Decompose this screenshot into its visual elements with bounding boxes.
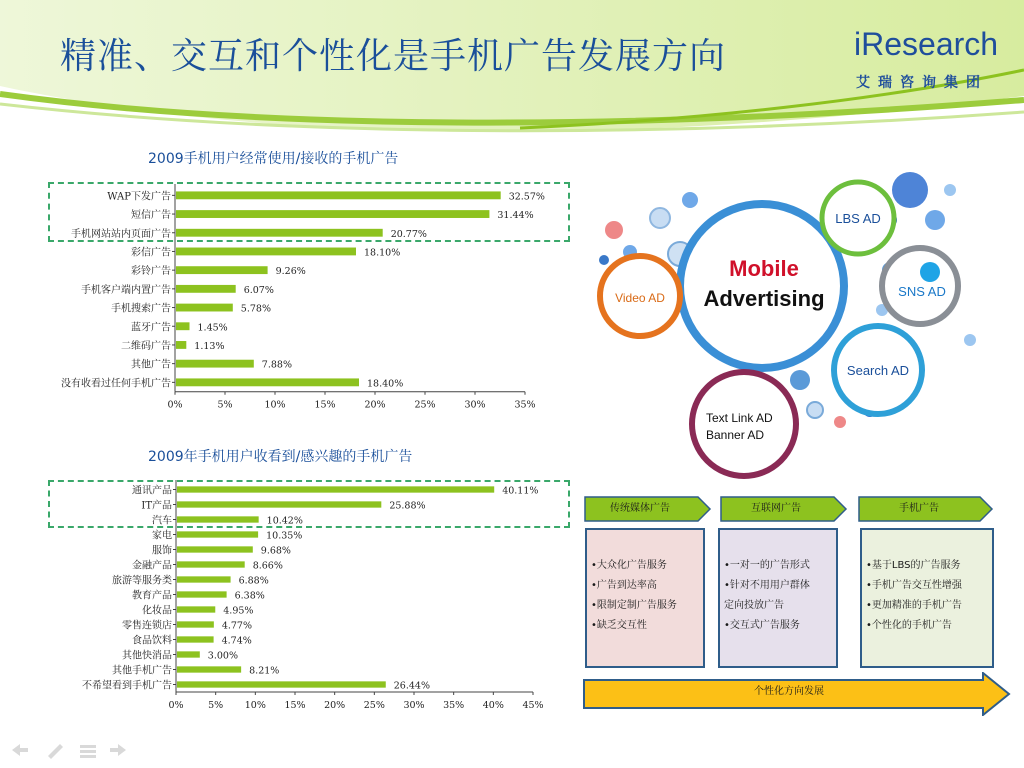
category-label: 彩铃广告 [131, 266, 171, 278]
data-label: 1.45% [197, 322, 228, 334]
x-tick-label: 0% [167, 399, 183, 411]
data-label: 7.88% [261, 359, 292, 371]
list-item: •个性化的手机广告 [866, 620, 952, 631]
data-label: 5.78% [240, 303, 271, 315]
list-item: •大众化广告服务 [591, 560, 667, 571]
category-label: IT产品 [141, 500, 172, 512]
header-internet-ads-label: 互联网广告 [751, 503, 801, 514]
prev-slide-icon[interactable] [12, 744, 28, 756]
x-tick-label: 45% [522, 700, 544, 711]
data-label: 18.40% [367, 378, 404, 390]
data-label: 4.74% [221, 635, 252, 647]
category-label: 化妆品 [142, 605, 172, 617]
node-sns-label: SNS AD [898, 284, 946, 299]
logo-brand: iResearch [854, 26, 999, 62]
header-traditional-media [584, 496, 712, 522]
data-label: 18.10% [364, 247, 401, 259]
category-label: 家电 [152, 530, 172, 542]
header-internet-ads [720, 496, 848, 522]
header-mobile-ads-label: 手机广告 [899, 503, 939, 514]
category-label: 手机搜索广告 [111, 303, 171, 315]
x-tick-label: 5% [217, 399, 233, 411]
bar [176, 210, 489, 218]
bar [177, 591, 227, 597]
category-label: 其他广告 [131, 359, 171, 371]
node-lbs-label: LBS AD [835, 211, 881, 226]
category-label: 通讯产品 [132, 485, 172, 497]
bar [176, 285, 236, 293]
bar [177, 621, 214, 627]
slide-navigation [8, 740, 128, 760]
category-label: 蓝牙广告 [131, 322, 171, 334]
x-tick-label: 40% [482, 700, 504, 711]
logo-subtitle: 艾瑞咨询集团 [856, 75, 988, 91]
category-label: 其他手机广告 [112, 665, 172, 677]
category-label: 彩信广告 [131, 247, 171, 259]
bar [177, 681, 386, 687]
iresearch-logo [848, 22, 1008, 102]
bar [177, 606, 215, 612]
x-tick-label: 15% [284, 700, 306, 711]
list-item: •一对一的广告形式 [724, 560, 810, 571]
category-label: 金融产品 [132, 560, 172, 572]
category-label: 其他快消品 [122, 650, 172, 662]
data-label: 6.88% [238, 575, 269, 587]
data-label: 6.38% [234, 590, 265, 602]
bar [176, 229, 383, 237]
data-label: 20.77% [390, 228, 427, 240]
category-label: 二维码广告 [121, 340, 171, 352]
data-label: 6.07% [243, 284, 274, 296]
bar [176, 360, 254, 368]
bar [177, 546, 253, 552]
page-title: 精准、交互和个性化是手机广告发展方向 [60, 36, 727, 77]
bar [176, 341, 186, 349]
category-label: 不希望看到手机广告 [82, 680, 172, 692]
bar [176, 266, 268, 274]
header-traditional-media-label: 传统媒体广告 [610, 503, 670, 514]
center-label-line2: Advertising [703, 286, 825, 311]
data-label: 8.21% [249, 665, 280, 677]
data-label: 40.11% [502, 485, 539, 497]
bar [177, 666, 241, 672]
x-tick-label: 30% [464, 399, 486, 411]
x-tick-label: 30% [403, 700, 425, 711]
data-label: 9.26% [275, 266, 306, 278]
list-item: •针对不用用户群体 [724, 580, 810, 591]
data-label: 8.66% [252, 560, 283, 572]
node-search-label: Search AD [846, 363, 910, 378]
node-banner-label: Banner AD [706, 428, 765, 442]
category-label: 服饰 [152, 545, 172, 557]
category-label: 手机客户端内置广告 [81, 284, 171, 296]
list-item: •交互式广告服务 [724, 620, 800, 631]
header-mobile-ads [858, 496, 994, 522]
x-tick-label: 10% [264, 399, 286, 411]
personalization-arrow-label: 个性化方向发展 [754, 686, 824, 697]
bar [177, 636, 214, 642]
mobile-advertising-diagram [590, 160, 990, 480]
data-label: 10.42% [266, 515, 303, 527]
category-label: 没有收看过任何手机广告 [61, 378, 171, 390]
chart2-title: 2009年手机用户收看到/感兴趣的手机广告 [148, 449, 413, 465]
internet-ads-column [718, 528, 838, 668]
bar [176, 378, 359, 386]
traditional-media-column [585, 528, 705, 668]
x-tick-label: 5% [208, 700, 224, 711]
bar [177, 576, 231, 582]
data-label: 3.00% [207, 650, 238, 662]
data-label: 9.68% [260, 545, 291, 557]
data-label: 32.57% [508, 191, 545, 203]
data-label: 4.77% [221, 620, 253, 632]
list-item: •缺乏交互性 [591, 620, 647, 631]
x-tick-label: 15% [314, 399, 336, 411]
x-tick-label: 25% [363, 700, 385, 711]
category-label: 教育产品 [132, 590, 172, 602]
bar [176, 304, 233, 312]
bar [177, 486, 494, 492]
data-label: 25.88% [389, 500, 426, 512]
list-item: •更加精准的手机广告 [866, 600, 962, 611]
list-item: •广告到达率高 [591, 580, 657, 591]
category-label: 食品饮料 [132, 635, 172, 647]
node-video-label: Video AD [615, 291, 665, 305]
x-tick-label: 35% [514, 399, 536, 411]
next-slide-icon[interactable] [110, 744, 126, 756]
data-label: 26.44% [393, 680, 430, 692]
x-tick-label: 35% [443, 700, 465, 711]
data-label: 10.35% [266, 530, 303, 542]
center-label-line1: Mobile [729, 256, 799, 281]
list-item: 定向投放广告 [724, 600, 784, 611]
category-label: WAP下发广告 [107, 191, 171, 203]
node-sns-dot [920, 262, 940, 282]
chart2-bar-chart [20, 478, 560, 718]
node-text-link-label: Text Link AD [706, 411, 773, 425]
bar [177, 561, 245, 567]
chart1-title: 2009手机用户经常使用/接收的手机广告 [148, 151, 399, 167]
list-item: •限制定制广告服务 [591, 600, 677, 611]
chart1-bar-chart [20, 180, 560, 420]
x-tick-label: 20% [364, 399, 386, 411]
bar [177, 516, 259, 522]
bar [177, 531, 258, 537]
category-label: 短信广告 [131, 210, 171, 222]
category-label: 旅游等服务类 [112, 575, 172, 587]
data-label: 31.44% [497, 210, 534, 222]
bar [176, 322, 190, 330]
list-item: •基于LBS的广告服务 [866, 560, 961, 571]
menu-icon[interactable] [80, 745, 96, 758]
pen-icon[interactable] [48, 744, 63, 759]
category-label: 手机网站站内页面广告 [71, 228, 171, 240]
category-label: 汽车 [152, 515, 172, 527]
category-label: 零售连锁店 [122, 620, 172, 632]
bar [177, 501, 381, 507]
x-tick-label: 10% [244, 700, 266, 711]
bar [176, 248, 356, 256]
x-tick-label: 20% [324, 700, 346, 711]
x-tick-label: 0% [168, 700, 184, 711]
x-tick-label: 25% [414, 399, 436, 411]
bar [177, 651, 200, 657]
data-label: 1.13% [194, 340, 225, 352]
data-label: 4.95% [223, 605, 254, 617]
bar [176, 191, 501, 199]
list-item: •手机广告交互性增强 [866, 580, 962, 591]
mobile-ads-column [860, 528, 994, 668]
